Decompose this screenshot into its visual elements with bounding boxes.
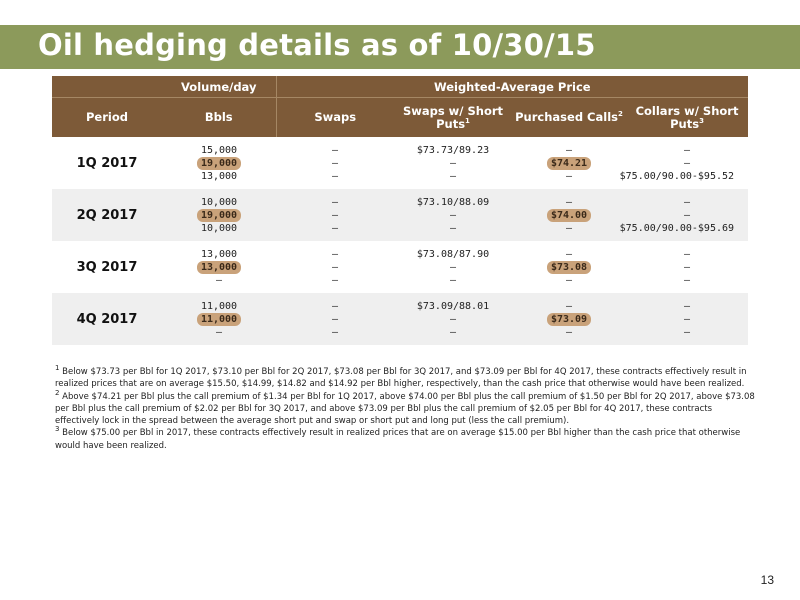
bbls-value-highlighted: 19,000 (197, 209, 241, 222)
header-period: Period (52, 98, 162, 138)
header-group-row (52, 76, 748, 98)
collars-value: — (684, 274, 691, 286)
table-row (52, 241, 748, 293)
purchased-calls-cell (512, 293, 626, 345)
swaps-short-puts-value: — (449, 313, 457, 325)
purchased-calls-value-highlighted: $74.21 (547, 157, 591, 170)
purchased-calls-value: — (565, 300, 573, 312)
bbls-value-highlighted: 19,000 (197, 157, 241, 170)
swaps-short-puts-label: Swaps w/ Short Puts (402, 103, 504, 131)
header-weighted-average-price: Weighted-Average Price (276, 76, 748, 98)
collars-short-puts-label: Collars w/ Short Puts (635, 103, 739, 131)
collars-value: $75.00/90.00-$95.52 (619, 170, 735, 182)
collars-value: — (684, 261, 691, 273)
header-swaps: Swaps (276, 98, 394, 138)
swaps-cell (276, 137, 394, 189)
collars-value: $75.00/90.00-$95.69 (619, 222, 735, 234)
purchased-calls-value-highlighted: $73.09 (547, 313, 591, 326)
header-column-row (52, 98, 748, 138)
swaps-cell (276, 189, 394, 241)
footnote-3-number: 3 (55, 425, 60, 434)
period-cell: 4Q 2017 (52, 293, 162, 345)
bbls-value: 15,000 (200, 144, 238, 156)
swaps-value: — (331, 274, 339, 286)
period-cell: 2Q 2017 (52, 189, 162, 241)
header-swaps-short-puts (394, 98, 512, 138)
collars-cell (619, 137, 748, 189)
swaps-value: — (331, 157, 339, 169)
swaps-short-puts-cell (394, 189, 512, 241)
footnote-3 (55, 427, 755, 452)
collars-value: — (684, 144, 691, 156)
header-volume-day: Volume/day (162, 76, 276, 98)
slide-title: Oil hedging details as of 10/30/15 (38, 28, 596, 62)
collars-value: — (684, 300, 691, 312)
swaps-short-puts-value: — (449, 222, 457, 234)
bbls-cell (162, 241, 276, 293)
swaps-short-puts-value: $73.10/88.09 (416, 196, 490, 208)
period-cell: 1Q 2017 (76, 155, 138, 171)
bbls-cell (162, 293, 276, 345)
purchased-calls-value: — (565, 326, 573, 338)
swaps-value: — (331, 248, 339, 260)
table-row (52, 189, 748, 241)
collars-cell (626, 293, 748, 345)
purchased-calls-value: — (565, 222, 573, 234)
hedging-table (52, 76, 748, 345)
swaps-short-puts-cell (394, 293, 512, 345)
footnote-1-text: Below $73.73 per Bbl for 1Q 2017, $73.10 per Bbl for 2Q 2017, $73.08 per Bbl for 3Q 2017, and $73.09 per Bbl for 4Q 2017, these contracts effectively result in realized prices that are on average $15.50, $14.99, $14.82 and $14.92 per Bbl higher, respectively, than the cash price that otherwise would have been realized. (55, 367, 747, 390)
footnote-marker-1: 1 (465, 116, 470, 125)
swaps-value: — (331, 196, 339, 208)
collars-value: — (684, 157, 691, 169)
footnote-marker-3: 3 (699, 116, 704, 125)
purchased-calls-value: — (565, 170, 573, 182)
purchased-calls-cell (512, 241, 626, 293)
table-row (52, 293, 748, 345)
swaps-short-puts-value: — (449, 326, 457, 338)
bbls-value: 10,000 (200, 196, 238, 208)
purchased-calls-cell (512, 137, 626, 189)
swaps-value: — (331, 300, 339, 312)
bbls-value: 13,000 (200, 248, 238, 260)
collars-value: — (684, 196, 691, 208)
swaps-short-puts-value: — (449, 209, 457, 221)
footnote-1-number: 1 (55, 364, 60, 373)
bbls-cell (162, 137, 276, 189)
purchased-calls-value: — (565, 144, 573, 156)
collars-value: — (684, 248, 691, 260)
table-row (52, 137, 748, 189)
bbls-value: — (215, 274, 223, 286)
bbls-value: 11,000 (200, 300, 238, 312)
swaps-short-puts-value: — (449, 170, 457, 182)
collars-value: — (684, 209, 691, 221)
header-collars-short-puts (626, 98, 748, 138)
bbls-value: 13,000 (200, 170, 238, 182)
bbls-value-highlighted: 11,000 (197, 313, 241, 326)
footnote-2 (55, 388, 755, 428)
bbls-value: 10,000 (200, 222, 238, 234)
swaps-value: — (331, 170, 339, 182)
footnote-3-text: Below $75.00 per Bbl in 2017, these contracts effectively result in realized prices that are on average $15.00 per Bbl higher than the cash price that otherwise would have been realized. (55, 428, 741, 451)
swaps-value: — (331, 222, 339, 234)
swaps-short-puts-value: $73.09/88.01 (416, 300, 490, 312)
swaps-value: — (331, 209, 339, 221)
purchased-calls-value-highlighted: $73.08 (547, 261, 591, 274)
purchased-calls-value-highlighted: $74.00 (547, 209, 591, 222)
page-number: 13 (760, 573, 774, 587)
swaps-short-puts-value: — (449, 157, 457, 169)
purchased-calls-label: Purchased Calls (515, 110, 618, 124)
footnote-2-text: Above $74.21 per Bbl plus the call premium of $1.34 per Bbl for 1Q 2017, above $74.00 per Bbl plus the call premium of $1.50 per Bbl for 2Q 2017, above $73.08 per Bbl plus the call premium of $2.02 per Bbl for 3Q 2017, and above $73.09 per Bbl plus the call premium of $2.05 per Bbl for 4Q 2017, these contracts effectively lock in the spread between the average short put and swap or short put and long put (less the call premium). (55, 391, 755, 427)
swaps-short-puts-value: — (449, 274, 457, 286)
swaps-short-puts-cell (394, 241, 512, 293)
swaps-short-puts-cell (394, 137, 512, 189)
swaps-cell (276, 293, 394, 345)
collars-cell (619, 189, 748, 241)
swaps-value: — (331, 144, 339, 156)
footnote-2-number: 2 (55, 388, 60, 397)
period-cell: 3Q 2017 (76, 259, 138, 275)
swaps-cell (276, 241, 394, 293)
collars-value: — (684, 313, 691, 325)
purchased-calls-cell (512, 189, 626, 241)
purchased-calls-value: — (565, 196, 573, 208)
swaps-short-puts-value: $73.08/87.90 (416, 248, 490, 260)
bbls-value-highlighted: 13,000 (197, 261, 241, 274)
swaps-short-puts-value: — (449, 261, 457, 273)
bbls-value: — (215, 326, 223, 338)
header-bbls: Bbls (162, 98, 276, 138)
collars-value: — (684, 326, 691, 338)
header-blank (52, 76, 162, 98)
swaps-value: — (331, 326, 339, 338)
purchased-calls-value: — (565, 248, 573, 260)
footnote-marker-2: 2 (618, 110, 623, 119)
swaps-value: — (331, 313, 339, 325)
footnote-1 (55, 366, 755, 391)
bbls-cell (162, 189, 276, 241)
swaps-short-puts-value: $73.73/89.23 (416, 144, 490, 156)
purchased-calls-value: — (565, 274, 573, 286)
footnotes (55, 366, 755, 452)
collars-cell (626, 241, 748, 293)
header-purchased-calls (512, 98, 626, 138)
swaps-value: — (331, 261, 339, 273)
